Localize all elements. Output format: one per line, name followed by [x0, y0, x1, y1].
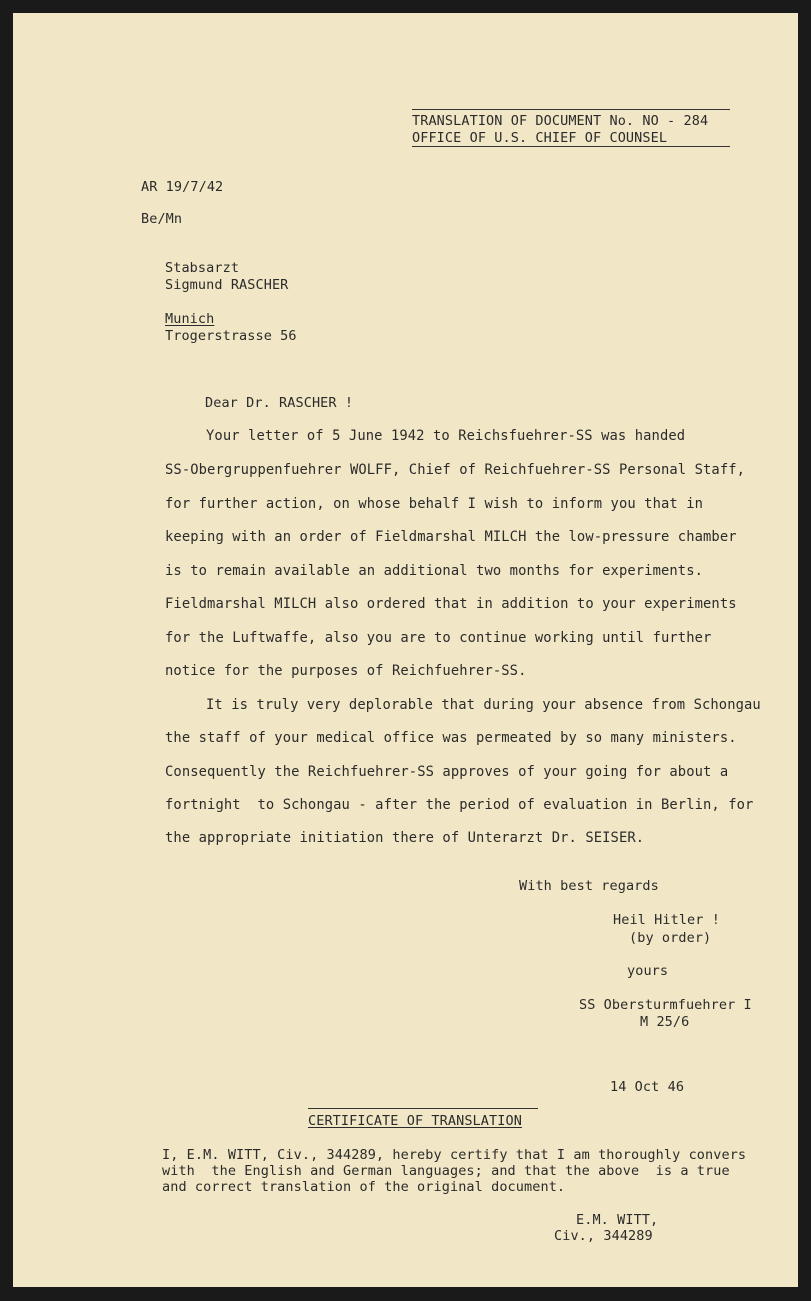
certificate-signature-name: E.M. WITT, [576, 1212, 659, 1228]
header-line-1: TRANSLATION OF DOCUMENT No. NO - 284 [412, 113, 709, 129]
body-line: Consequently the Reichfuehrer-SS approves of your going for about a [165, 764, 729, 780]
closing-regards: With best regards [519, 878, 659, 894]
certificate-line: with the English and German languages; and that the above is a true [162, 1163, 730, 1179]
body-line: Your letter of 5 June 1942 to Reichsfuehrer-SS was handed [206, 428, 686, 444]
body-line: for the Luftwaffe, also you are to continue working until further [165, 630, 712, 646]
addressee-title: Stabsarzt [165, 260, 240, 276]
body-line: SS-Obergruppenfuehrer WOLFF, Chief of Reichfuehrer-SS Personal Staff, [165, 462, 746, 478]
closing-heil: Heil Hitler ! [613, 912, 720, 928]
reference-number: AR 19/7/42 [141, 179, 224, 195]
certificate-line: I, E.M. WITT, Civ., 344289, hereby certify that I am thoroughly convers [162, 1147, 747, 1163]
addressee-name: Sigmund RASCHER [165, 277, 289, 293]
certificate-line: and correct translation of the original document. [162, 1179, 566, 1195]
body-line: the appropriate initiation there of Unterarzt Dr. SEISER. [165, 830, 645, 846]
closing-yours: yours [627, 963, 669, 979]
closing-initial: M 25/6 [640, 1014, 690, 1030]
body-line: fortnight to Schongau - after the period of evaluation in Berlin, for [165, 797, 754, 813]
header-line-2: OFFICE OF U.S. CHIEF OF COUNSEL [412, 130, 668, 146]
body-line: for further action, on whose behalf I wish to inform you that in [165, 496, 704, 512]
addressee-street: Trogerstrasse 56 [165, 328, 297, 344]
certificate-title: CERTIFICATE OF TRANSLATION [308, 1113, 522, 1129]
closing-by-order: (by order) [629, 930, 712, 946]
body-line: keeping with an order of Fieldmarshal MILCH the low-pressure chamber [165, 529, 737, 545]
body-line: the staff of your medical office was permeated by so many ministers. [165, 730, 737, 746]
body-line: notice for the purposes of Reichfuehrer-SS. [165, 663, 527, 679]
header-bottom-rule [412, 146, 730, 147]
body-line: is to remain available an additional two months for experiments. [165, 563, 704, 579]
salutation: Dear Dr. RASCHER ! [205, 395, 354, 411]
document-date: 14 Oct 46 [610, 1079, 685, 1095]
certificate-signature-id: Civ., 344289 [554, 1228, 653, 1244]
header-top-rule [412, 109, 730, 110]
initials: Be/Mn [141, 211, 183, 227]
document-page [13, 13, 798, 1287]
body-line: It is truly very deplorable that during your absence from Schongau [206, 697, 761, 713]
addressee-city: Munich [165, 311, 215, 327]
certificate-top-rule [308, 1108, 538, 1109]
body-line: Fieldmarshal MILCH also ordered that in addition to your experiments [165, 596, 737, 612]
closing-signer: SS Obersturmfuehrer I [579, 997, 752, 1013]
